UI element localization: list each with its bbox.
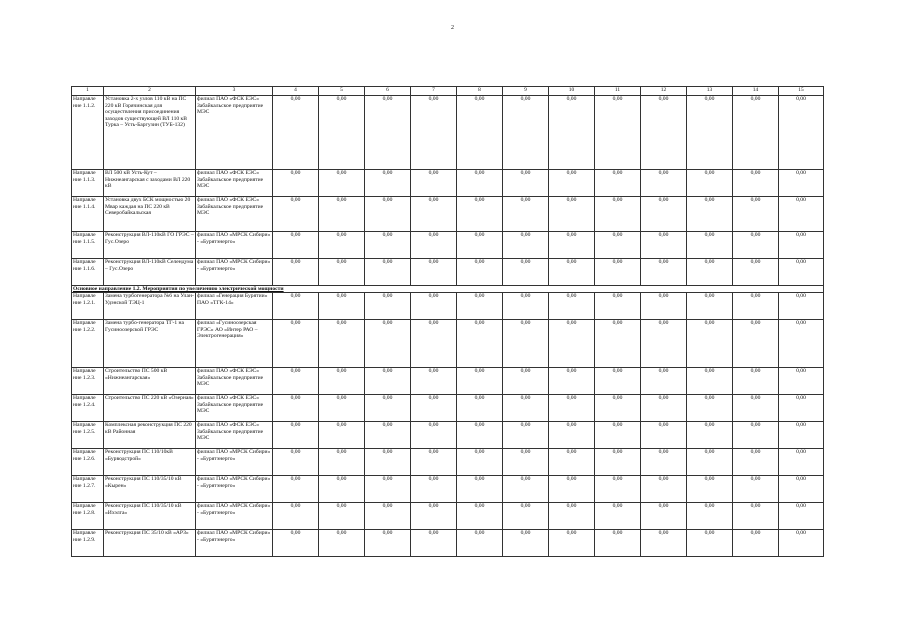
value-cell: 0,00: [457, 503, 503, 530]
value-cell: 0,00: [595, 232, 641, 259]
value-cell: 0,00: [687, 96, 733, 170]
table-row: [72, 232, 824, 259]
value-cell: 0,00: [687, 449, 733, 476]
table-row: [72, 422, 824, 449]
value-cell: 0,00: [273, 530, 319, 557]
value-cell: 0,00: [411, 232, 457, 259]
value-cell: 0,00: [411, 530, 457, 557]
section-heading: Основное направление 1.2. Мероприятия по увеличению электрической мощности: [72, 286, 824, 293]
value-cell: 0,00: [457, 449, 503, 476]
value-cell: 0,00: [503, 259, 549, 286]
value-cell: 0,00: [733, 320, 779, 368]
column-number: 5: [319, 87, 365, 96]
value-cell: 0,00: [687, 476, 733, 503]
value-cell: 0,00: [595, 422, 641, 449]
value-cell: 0,00: [549, 259, 595, 286]
row-id-cell: Направле ние 1.1.5.: [72, 232, 104, 259]
value-cell: 0,00: [549, 170, 595, 197]
value-cell: 0,00: [687, 197, 733, 232]
value-cell: 0,00: [365, 368, 411, 395]
value-cell: 0,00: [595, 170, 641, 197]
value-cell: 0,00: [595, 530, 641, 557]
column-number: 14: [733, 87, 779, 96]
organization-cell: филиал ПАО «ФСК ЕЭС» Забайкальское предприятие МЭС: [196, 368, 273, 395]
organization-cell: филиал ПАО «ФСК ЕЭС» Забайкальское предприятие МЭС: [196, 197, 273, 232]
value-cell: 0,00: [273, 503, 319, 530]
table-row: [72, 395, 824, 422]
organization-cell: филиал ПАО «МРСК Сибири» - «Бурятэнерго»: [196, 232, 273, 259]
value-cell: 0,00: [365, 197, 411, 232]
column-number: 6: [365, 87, 411, 96]
value-cell: 0,00: [549, 96, 595, 170]
value-cell: 0,00: [779, 503, 824, 530]
row-id-cell: Направле ние 1.2.4.: [72, 395, 104, 422]
value-cell: 0,00: [779, 259, 824, 286]
table-row: [72, 449, 824, 476]
page-number: 2: [451, 25, 454, 31]
table-row: [72, 259, 824, 286]
value-cell: 0,00: [365, 96, 411, 170]
value-cell: 0,00: [549, 449, 595, 476]
row-id-cell: Направле ние 1.2.2.: [72, 320, 104, 368]
table-row: [72, 96, 824, 170]
value-cell: 0,00: [779, 320, 824, 368]
value-cell: 0,00: [503, 422, 549, 449]
value-cell: 0,00: [457, 422, 503, 449]
value-cell: 0,00: [549, 476, 595, 503]
value-cell: 0,00: [595, 197, 641, 232]
value-cell: 0,00: [687, 503, 733, 530]
table-row: [72, 368, 824, 395]
project-name-cell: Установка 2-х узлов 110 кВ на ПС 220 кВ Горячинская для осуществления присоединения заходов существующей ВЛ 110 кВ Турка – Усть-Баргузин (ТУБ-132): [104, 96, 196, 170]
value-cell: 0,00: [273, 395, 319, 422]
value-cell: 0,00: [779, 449, 824, 476]
table-row: [72, 476, 824, 503]
value-cell: 0,00: [273, 96, 319, 170]
value-cell: 0,00: [687, 395, 733, 422]
value-cell: 0,00: [457, 368, 503, 395]
table-row: [72, 197, 824, 232]
value-cell: 0,00: [365, 170, 411, 197]
value-cell: 0,00: [319, 530, 365, 557]
organization-cell: филиал ПАО «МРСК Сибири» - «Бурятэнерго»: [196, 259, 273, 286]
value-cell: 0,00: [319, 368, 365, 395]
table-row: [72, 530, 824, 557]
value-cell: 0,00: [365, 232, 411, 259]
project-name-cell: Реконструкция ПС 110/35/10 кВ «Кырен»: [104, 476, 196, 503]
value-cell: 0,00: [779, 197, 824, 232]
value-cell: 0,00: [595, 449, 641, 476]
value-cell: 0,00: [273, 320, 319, 368]
value-cell: 0,00: [273, 449, 319, 476]
project-name-cell: Комплексная реконструкция ПС 220 кВ Районная: [104, 422, 196, 449]
value-cell: 0,00: [365, 476, 411, 503]
value-cell: 0,00: [273, 170, 319, 197]
value-cell: 0,00: [457, 197, 503, 232]
investment-table: [71, 86, 824, 557]
organization-cell: филиал ПАО «МРСК Сибири» - «Бурятэнерго»: [196, 476, 273, 503]
value-cell: 0,00: [687, 530, 733, 557]
value-cell: 0,00: [549, 530, 595, 557]
value-cell: 0,00: [733, 96, 779, 170]
value-cell: 0,00: [549, 395, 595, 422]
row-id-cell: Направле ние 1.2.8.: [72, 503, 104, 530]
project-name-cell: Замена турбо-генератора ТГ-1 на Гусиноозерской ГРЭС: [104, 320, 196, 368]
value-cell: 0,00: [457, 395, 503, 422]
value-cell: 0,00: [273, 476, 319, 503]
value-cell: 0,00: [733, 422, 779, 449]
value-cell: 0,00: [549, 422, 595, 449]
value-cell: 0,00: [503, 320, 549, 368]
value-cell: 0,00: [319, 503, 365, 530]
value-cell: 0,00: [457, 170, 503, 197]
value-cell: 0,00: [503, 293, 549, 320]
value-cell: 0,00: [319, 232, 365, 259]
value-cell: 0,00: [319, 293, 365, 320]
value-cell: 0,00: [641, 232, 687, 259]
value-cell: 0,00: [687, 320, 733, 368]
value-cell: 0,00: [641, 503, 687, 530]
column-number: 10: [549, 87, 595, 96]
value-cell: 0,00: [319, 449, 365, 476]
value-cell: 0,00: [365, 530, 411, 557]
value-cell: 0,00: [503, 197, 549, 232]
row-id-cell: Направле ние 1.1.2.: [72, 96, 104, 170]
value-cell: 0,00: [503, 530, 549, 557]
organization-cell: филиал ПАО «МРСК Сибири» - «Бурятэнерго»: [196, 503, 273, 530]
value-cell: 0,00: [733, 476, 779, 503]
value-cell: 0,00: [595, 96, 641, 170]
value-cell: 0,00: [595, 259, 641, 286]
value-cell: 0,00: [779, 476, 824, 503]
value-cell: 0,00: [687, 232, 733, 259]
organization-cell: филиал «Генерация Бурятии» ПАО «ТГК-14»: [196, 293, 273, 320]
column-number: 11: [595, 87, 641, 96]
table-row: [72, 503, 824, 530]
value-cell: 0,00: [595, 476, 641, 503]
value-cell: 0,00: [503, 503, 549, 530]
value-cell: 0,00: [273, 293, 319, 320]
value-cell: 0,00: [687, 259, 733, 286]
value-cell: 0,00: [365, 395, 411, 422]
value-cell: 0,00: [641, 170, 687, 197]
value-cell: 0,00: [779, 96, 824, 170]
value-cell: 0,00: [365, 503, 411, 530]
column-number: 15: [779, 87, 824, 96]
value-cell: 0,00: [687, 170, 733, 197]
column-number: 7: [411, 87, 457, 96]
value-cell: 0,00: [411, 422, 457, 449]
column-number: 3: [196, 87, 273, 96]
organization-cell: филиал «Гусиноозерская ГРЭС» АО «Интер РАО – Электрогенерация»: [196, 320, 273, 368]
value-cell: 0,00: [733, 368, 779, 395]
section-heading-row: [72, 286, 824, 293]
row-id-cell: Направле ние 1.2.9.: [72, 530, 104, 557]
value-cell: 0,00: [641, 395, 687, 422]
value-cell: 0,00: [411, 320, 457, 368]
value-cell: 0,00: [365, 320, 411, 368]
value-cell: 0,00: [319, 476, 365, 503]
organization-cell: филиал ПАО «ФСК ЕЭС» Забайкальское предприятие МЭС: [196, 395, 273, 422]
value-cell: 0,00: [549, 197, 595, 232]
project-name-cell: Реконструкция ПС 35/10 кВ «АРЗ»: [104, 530, 196, 557]
value-cell: 0,00: [273, 232, 319, 259]
value-cell: 0,00: [503, 476, 549, 503]
value-cell: 0,00: [779, 170, 824, 197]
value-cell: 0,00: [365, 422, 411, 449]
value-cell: 0,00: [503, 449, 549, 476]
value-cell: 0,00: [457, 232, 503, 259]
column-number: 2: [104, 87, 196, 96]
project-name-cell: Строительство ПС 500 кВ «Нижнеангарская»: [104, 368, 196, 395]
value-cell: 0,00: [641, 197, 687, 232]
value-cell: 0,00: [641, 368, 687, 395]
column-number-row: [72, 87, 824, 96]
value-cell: 0,00: [733, 197, 779, 232]
project-name-cell: Установка двух БСК мощностью 20 Мвар каждая на ПС 220 кВ Северобайкальская: [104, 197, 196, 232]
value-cell: 0,00: [365, 449, 411, 476]
value-cell: 0,00: [641, 476, 687, 503]
value-cell: 0,00: [365, 293, 411, 320]
value-cell: 0,00: [687, 422, 733, 449]
value-cell: 0,00: [319, 197, 365, 232]
organization-cell: филиал ПАО «ФСК ЕЭС» Забайкальское предприятие МЭС: [196, 170, 273, 197]
column-number: 8: [457, 87, 503, 96]
column-number: 1: [72, 87, 104, 96]
project-name-cell: Строительство ПС 220 кВ «Озерная»: [104, 395, 196, 422]
value-cell: 0,00: [641, 530, 687, 557]
row-id-cell: Направле ние 1.2.1.: [72, 293, 104, 320]
value-cell: 0,00: [733, 170, 779, 197]
value-cell: 0,00: [779, 422, 824, 449]
value-cell: 0,00: [457, 96, 503, 170]
value-cell: 0,00: [503, 232, 549, 259]
value-cell: 0,00: [457, 476, 503, 503]
value-cell: 0,00: [457, 530, 503, 557]
value-cell: 0,00: [319, 395, 365, 422]
value-cell: 0,00: [503, 368, 549, 395]
value-cell: 0,00: [319, 96, 365, 170]
value-cell: 0,00: [641, 96, 687, 170]
value-cell: 0,00: [273, 259, 319, 286]
value-cell: 0,00: [779, 293, 824, 320]
value-cell: 0,00: [319, 259, 365, 286]
column-number: 9: [503, 87, 549, 96]
value-cell: 0,00: [595, 368, 641, 395]
value-cell: 0,00: [411, 293, 457, 320]
organization-cell: филиал ПАО «ФСК ЕЭС» Забайкальское предприятие МЭС: [196, 96, 273, 170]
value-cell: 0,00: [411, 197, 457, 232]
column-number: 13: [687, 87, 733, 96]
value-cell: 0,00: [779, 232, 824, 259]
value-cell: 0,00: [549, 232, 595, 259]
project-name-cell: Реконструкция ПС 110/35/10 кВ «Ихэлга»: [104, 503, 196, 530]
table-row: [72, 170, 824, 197]
value-cell: 0,00: [733, 449, 779, 476]
value-cell: 0,00: [733, 530, 779, 557]
column-number: 12: [641, 87, 687, 96]
value-cell: 0,00: [779, 395, 824, 422]
value-cell: 0,00: [503, 170, 549, 197]
row-id-cell: Направле ние 1.1.3.: [72, 170, 104, 197]
value-cell: 0,00: [319, 422, 365, 449]
value-cell: 0,00: [411, 170, 457, 197]
row-id-cell: Направле ние 1.1.6.: [72, 259, 104, 286]
value-cell: 0,00: [733, 232, 779, 259]
value-cell: 0,00: [457, 320, 503, 368]
value-cell: 0,00: [411, 503, 457, 530]
value-cell: 0,00: [273, 197, 319, 232]
value-cell: 0,00: [733, 503, 779, 530]
value-cell: 0,00: [411, 368, 457, 395]
row-id-cell: Направле ние 1.2.7.: [72, 476, 104, 503]
value-cell: 0,00: [733, 259, 779, 286]
value-cell: 0,00: [273, 368, 319, 395]
value-cell: 0,00: [595, 395, 641, 422]
value-cell: 0,00: [457, 259, 503, 286]
value-cell: 0,00: [687, 368, 733, 395]
value-cell: 0,00: [411, 259, 457, 286]
value-cell: 0,00: [641, 320, 687, 368]
project-name-cell: Реконструкция ВЛ-110кВ ГО ГРЭС – Гус.Озеро: [104, 232, 196, 259]
organization-cell: филиал ПАО «МРСК Сибири» - «Бурятэнерго»: [196, 449, 273, 476]
organization-cell: филиал ПАО «ФСК ЕЭС» Забайкальское предприятие МЭС: [196, 422, 273, 449]
project-name-cell: Реконструкция ВЛ-110кВ Селендума – Гус.Озеро: [104, 259, 196, 286]
organization-cell: филиал ПАО «МРСК Сибири» - «Бурятэнерго»: [196, 530, 273, 557]
value-cell: 0,00: [411, 395, 457, 422]
value-cell: 0,00: [595, 293, 641, 320]
row-id-cell: Направле ние 1.1.4.: [72, 197, 104, 232]
value-cell: 0,00: [411, 96, 457, 170]
value-cell: 0,00: [411, 449, 457, 476]
table-row: [72, 320, 824, 368]
row-id-cell: Направле ние 1.2.3.: [72, 368, 104, 395]
value-cell: 0,00: [641, 293, 687, 320]
value-cell: 0,00: [733, 395, 779, 422]
value-cell: 0,00: [595, 503, 641, 530]
value-cell: 0,00: [733, 293, 779, 320]
value-cell: 0,00: [457, 293, 503, 320]
value-cell: 0,00: [549, 368, 595, 395]
value-cell: 0,00: [549, 293, 595, 320]
value-cell: 0,00: [503, 395, 549, 422]
project-name-cell: Реконструкция ПС 110/10кВ «Бурводстрой»: [104, 449, 196, 476]
value-cell: 0,00: [641, 449, 687, 476]
value-cell: 0,00: [779, 530, 824, 557]
row-id-cell: Направле ние 1.2.6.: [72, 449, 104, 476]
value-cell: 0,00: [549, 503, 595, 530]
value-cell: 0,00: [319, 170, 365, 197]
value-cell: 0,00: [503, 96, 549, 170]
value-cell: 0,00: [641, 259, 687, 286]
value-cell: 0,00: [411, 476, 457, 503]
value-cell: 0,00: [365, 259, 411, 286]
row-id-cell: Направле ние 1.2.5.: [72, 422, 104, 449]
value-cell: 0,00: [641, 422, 687, 449]
column-number: 4: [273, 87, 319, 96]
value-cell: 0,00: [687, 293, 733, 320]
table-row: [72, 293, 824, 320]
value-cell: 0,00: [549, 320, 595, 368]
value-cell: 0,00: [273, 422, 319, 449]
project-name-cell: Замена турбогенератора №6 на Улан-Удэнской ТЭЦ-1: [104, 293, 196, 320]
value-cell: 0,00: [779, 368, 824, 395]
value-cell: 0,00: [319, 320, 365, 368]
project-name-cell: ВЛ 500 кВ Усть-Кут – Нижнеангарская с заходами ВЛ 220 кВ: [104, 170, 196, 197]
value-cell: 0,00: [595, 320, 641, 368]
